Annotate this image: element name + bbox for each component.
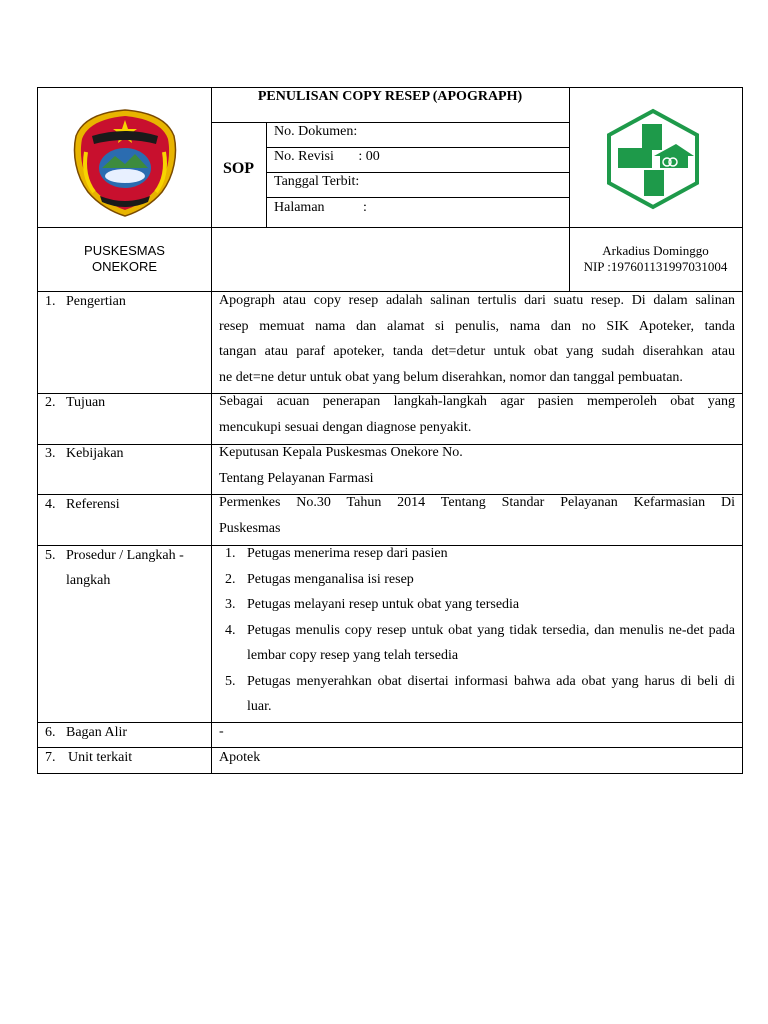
row-6-value: - (219, 724, 224, 739)
row-1-label: Pengertian (66, 294, 126, 309)
step-text: Petugas menerima resep dari pasien (247, 546, 448, 561)
step-number: 5. (225, 673, 236, 689)
row-3-num: 3. (45, 446, 56, 461)
row-7-label: Unit terkait (68, 750, 133, 765)
list-item (217, 592, 735, 618)
step-number: 1. (225, 546, 236, 561)
puskesmas-cross-icon (604, 108, 702, 210)
list-item (217, 541, 735, 567)
row-7-num: 7. (45, 750, 56, 765)
list-item (217, 567, 735, 593)
row-1-line-4: ne det=ne detur untuk obat yang belum diserahkan, nomor dan tanggal pembuatan. (219, 369, 683, 385)
step-text: Petugas menulis copy resep untuk obat yang tidak tersedia, dan menulis ne-det pada lembar copy resep yang telah tersedia (247, 622, 735, 663)
row-4-line-1: Permenkes No.30 Tahun 2014 Tentang Standar Pelayanan Kefarmasian Di (219, 495, 735, 510)
row-4-label: Referensi (66, 497, 120, 512)
row-2-label: Tujuan (66, 395, 106, 410)
row-1-line-2: resep memuat nama dan alamat si penulis, nama dan no SIK Apoteker, tanda (219, 318, 735, 334)
signer-nip: NIP :197601131997031004 (583, 259, 728, 274)
list-item (217, 669, 735, 720)
field-no-dokumen: No. Dokumen: (274, 124, 358, 139)
regional-emblem-icon (70, 106, 180, 218)
row-3-line-1: Keputusan Kepala Puskesmas Onekore No. (219, 445, 463, 460)
row-6-num: 6. (45, 725, 56, 740)
row-5-num: 5. (45, 548, 56, 563)
procedure-steps (217, 541, 735, 720)
step-text: Petugas melayani resep untuk obat yang tersedia (247, 597, 520, 612)
step-number: 3. (225, 597, 236, 612)
step-text: Petugas menyerahkan obat disertai informasi bahwa ada obat yang harus di beli di luar. (247, 673, 735, 714)
row-6-label: Bagan Alir (66, 725, 128, 740)
sop-label: SOP (222, 160, 255, 177)
row-5-label-line2: langkah (66, 573, 111, 588)
row-5-label-line1: Prosedur / Langkah - (66, 548, 184, 563)
row-4-line-2: Puskesmas (219, 520, 281, 536)
org-name-line1: PUSKESMAS (84, 243, 165, 258)
step-text: Petugas menganalisa isi resep (247, 571, 414, 587)
row-2-num: 2. (45, 395, 56, 410)
step-number: 4. (225, 622, 236, 638)
field-halaman: Halaman : (274, 200, 367, 215)
row-3-label: Kebijakan (66, 446, 124, 461)
row-1-line-3: tangan atau paraf apoteker, tanda det=detur untuk obat yang sudah diserahkan atau (219, 344, 735, 359)
field-tanggal-terbit: Tanggal Terbit: (274, 174, 360, 189)
row-4-num: 4. (45, 497, 56, 512)
row-7-value: Apotek (219, 750, 261, 765)
list-item (217, 618, 735, 669)
row-1-num: 1. (45, 294, 56, 309)
row-1-line-1: Apograph atau copy resep adalah salinan tertulis dari suatu resep. Di dalam salinan (219, 293, 735, 308)
row-3-line-2: Tentang Pelayanan Farmasi (219, 470, 374, 486)
step-number: 2. (225, 571, 236, 587)
org-name-line2: ONEKORE (91, 259, 157, 274)
signer-name: Arkadius Dominggo (602, 243, 709, 258)
row-2-line-1: Sebagai acuan penerapan langkah-langkah agar pasien memperoleh obat yang (219, 394, 735, 409)
row-2-line-2: mencukupi sesuai dengan diagnose penyakit. (219, 419, 472, 435)
field-no-revisi: No. Revisi : 00 (274, 149, 380, 164)
document-title: PENULISAN COPY RESEP (APOGRAPH) (257, 89, 523, 104)
